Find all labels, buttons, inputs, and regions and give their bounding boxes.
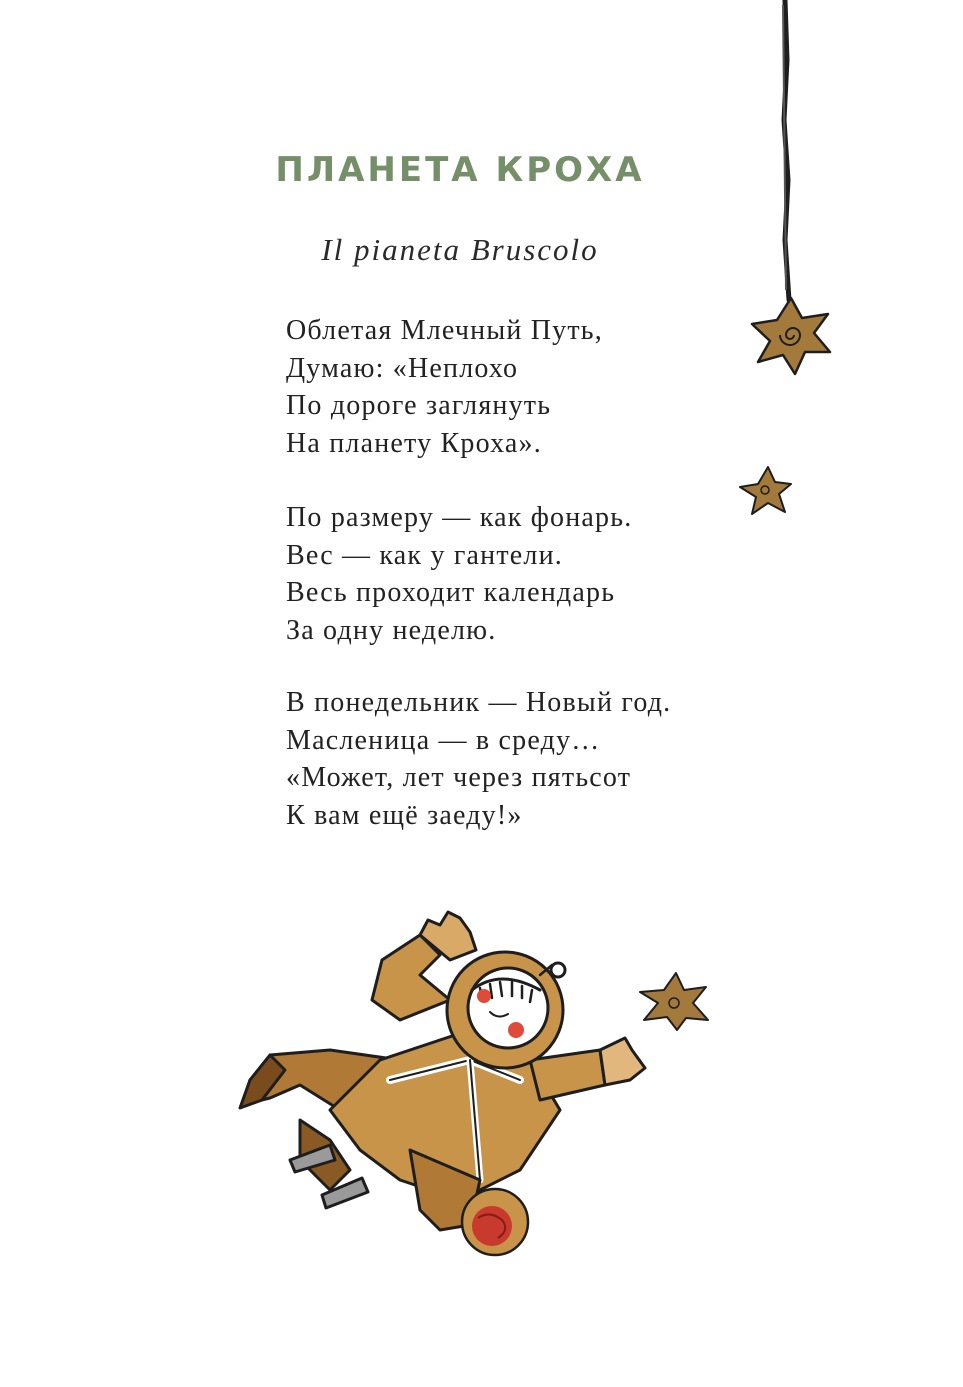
poem-line: По дороге заглянуть	[286, 390, 552, 421]
star-icon	[640, 973, 708, 1030]
poem-line: Вес — как у гантели.	[286, 539, 563, 571]
poem-line: К вам ещё заеду!»	[286, 799, 523, 831]
poem-line: «Может, лет через пятьсот	[286, 762, 632, 793]
poem-line: Думаю: «Неплохо	[286, 352, 519, 384]
poem-line: На планету Кроха».	[286, 427, 542, 459]
poem-line: Облетая Млечный Путь,	[286, 315, 603, 346]
planet-illustration	[462, 1189, 528, 1255]
poem-stanza-1	[286, 312, 806, 462]
page-title: ПЛАНЕТА КРОХА	[275, 150, 645, 190]
poem-line: Масленица — в среду…	[286, 724, 601, 756]
poem-stanza-2	[286, 499, 806, 649]
poem-line: Весь проходит календарь	[286, 577, 616, 608]
poem-line: За одну неделю.	[286, 614, 497, 646]
poem-stanza-3	[286, 684, 806, 834]
poem-line: В понедельник — Новый год.	[286, 687, 672, 718]
page-subtitle: Il pianeta Bruscolo	[321, 232, 599, 267]
astronaut-illustration	[240, 912, 645, 1230]
poem-line: По размеру — как фонарь.	[286, 502, 633, 533]
